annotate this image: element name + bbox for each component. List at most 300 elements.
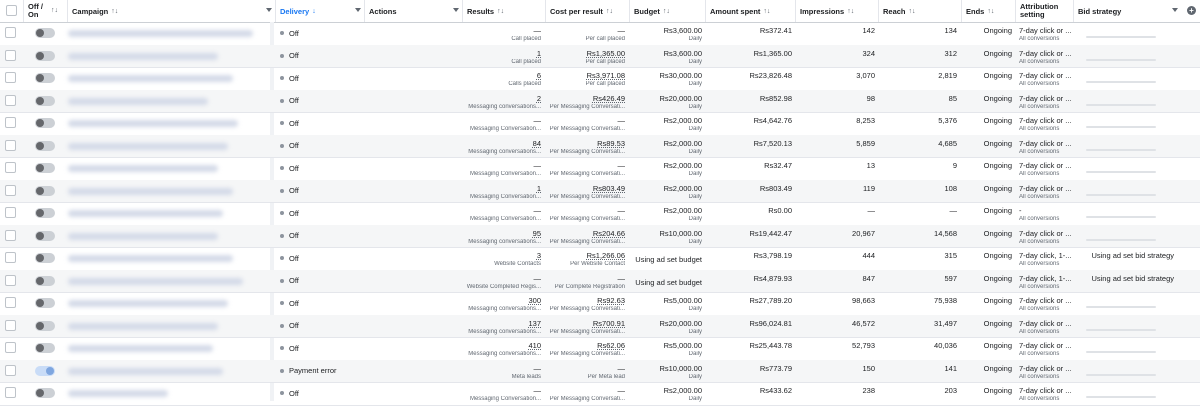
results-value: 6 [536,71,541,80]
delivery-status [280,360,337,382]
sort-icon: ↑↓ [908,7,916,15]
campaign-toggle[interactable] [35,321,55,331]
header-attribution[interactable] [1016,0,1074,22]
row-checkbox[interactable] [5,275,16,286]
header-attribution-label: Attribution setting [1020,2,1059,19]
campaign-toggle[interactable] [35,96,55,106]
budget-type: Daily [688,36,702,42]
results-value: — [533,206,541,215]
budget-type: Daily [688,193,702,200]
results-label: Messaging conversations... [468,306,541,312]
results-label: Messaging Conversation... [469,171,541,177]
row-checkbox[interactable] [5,365,16,376]
ends-value: Ongoing [983,386,1012,395]
header-budget-label: Budget [634,6,660,16]
attribution-label: All conversions [1019,148,1060,155]
bid-strategy-placeholder [1086,306,1156,308]
toggle-knob [36,52,44,60]
table-row[interactable] [0,90,1200,114]
table-row[interactable] [0,225,1200,249]
results-label: Messaging Conversation... [469,396,541,402]
reach-value: 31,497 [934,318,957,328]
toggle-knob [36,389,44,397]
amount-spent-value: Rs433.62 [759,386,792,395]
amount-spent-value: Rs3,798.19 [753,251,792,260]
cost-per-result-value: — [617,363,625,373]
results-label: Call placed [511,58,541,65]
budget-type: Daily [688,81,702,87]
header-toggle-label: Off / On [28,2,43,19]
attribution-label: All conversions [1019,58,1060,65]
row-checkbox[interactable] [5,27,16,38]
table-row[interactable] [0,22,1200,46]
attribution-label: All conversions [1019,36,1060,42]
header-bid-strategy-label: Bid strategy [1078,6,1122,16]
status-dot-icon [280,144,284,148]
header-delivery-label: Delivery [280,6,310,16]
attribution-value: 7-day click or ... [1019,161,1072,170]
campaign-name-blurred[interactable] [68,53,218,60]
row-checkbox[interactable] [5,252,16,263]
impressions-value: 324 [862,48,875,58]
status-dot-icon [280,256,284,260]
reach-value: 85 [948,93,957,103]
bid-strategy-placeholder [1086,171,1156,173]
header-reach[interactable] [879,0,962,22]
budget-value[interactable]: Rs5,000.00 [663,296,702,305]
campaign-toggle[interactable] [35,118,55,128]
results-label: Call placed [511,36,541,42]
impressions-value: 150 [862,363,875,373]
ends-value: Ongoing [983,71,1012,80]
results-value: — [533,363,541,373]
cost-per-result-label: Per call placed [585,58,625,65]
amount-spent-value: Rs7,520.13 [753,138,792,148]
budget-type: Daily [688,328,702,335]
budget-type: Daily [688,126,702,132]
add-column-icon[interactable]: + [1187,6,1196,15]
amount-spent-value: Rs4,642.76 [753,116,792,125]
sort-icon: ↑↓ [662,7,670,15]
ends-value: Ongoing [983,273,1012,283]
attribution-label: All conversions [1019,351,1060,357]
header-campaign[interactable] [68,0,276,22]
reach-value: — [949,206,957,215]
table-row[interactable] [0,45,1200,69]
ends-value: Ongoing [983,161,1012,170]
campaign-name-blurred[interactable] [68,390,168,397]
sort-icon: ↑↓ [111,7,119,15]
budget-value[interactable]: Rs2,000.00 [663,116,702,125]
attribution-value: 7-day click or ... [1019,93,1072,103]
cost-per-result-value: Rs89.53 [597,138,625,148]
delivery-text: Off [289,28,299,38]
campaign-toggle[interactable] [35,186,55,196]
row-checkbox[interactable] [5,387,16,398]
row-checkbox[interactable] [5,50,16,61]
impressions-value: 98,663 [852,296,875,305]
results-label: Messaging conversations... [468,148,541,155]
attribution-label: All conversions [1019,238,1060,245]
budget-value[interactable]: Rs10,000.00 [659,363,702,373]
budget-value[interactable]: Rs20,000.00 [659,318,702,328]
budget-type: Daily [688,351,702,357]
delivery-text: Off [289,51,299,60]
campaign-toggle[interactable] [35,141,55,151]
ends-value: Ongoing [983,363,1012,373]
impressions-value: — [867,206,875,215]
cost-per-result-label: Per Website Contact [570,261,625,267]
campaign-toggle[interactable] [35,73,55,83]
table-row[interactable] [0,247,1200,271]
amount-spent-value: Rs25,443.78 [749,341,792,350]
campaign-toggle[interactable] [35,253,55,263]
results-value: 300 [528,296,541,305]
campaign-name-blurred[interactable] [68,278,243,285]
campaign-name-blurred[interactable] [68,255,233,262]
sort-icon: ↑↓ [987,7,995,15]
chevron-down-icon[interactable] [266,8,272,12]
results-value: 3 [536,251,541,260]
cost-per-result-value: Rs3,971.08 [586,71,625,80]
header-toggle[interactable] [24,0,68,22]
campaign-toggle[interactable] [35,208,55,218]
campaign-toggle[interactable] [35,163,55,173]
campaign-name-blurred[interactable] [68,345,213,352]
amount-spent-value: Rs4,879.93 [753,273,792,283]
delivery-status [280,22,299,44]
campaign-toggle[interactable] [35,51,55,61]
status-dot-icon [280,391,284,395]
table-row[interactable] [0,112,1200,136]
select-all-checkbox[interactable] [6,5,17,16]
cost-per-result-value: Rs426.49 [592,93,625,103]
campaign-name-blurred[interactable] [68,210,223,217]
bid-strategy-value: Using ad set bid strategy [1091,251,1174,260]
table-row[interactable] [0,135,1200,159]
delivery-status [280,45,299,67]
impressions-value: 119 [863,183,875,193]
budget-value[interactable]: Using ad set budget [635,255,702,264]
header-cost-per-result[interactable] [546,0,630,22]
status-dot-icon [280,279,284,283]
row-checkbox[interactable] [5,320,16,331]
budget-type: Daily [688,103,702,110]
campaign-toggle[interactable] [35,276,55,286]
attribution-value: 7-day click or ... [1019,71,1072,80]
table-row[interactable] [0,157,1200,181]
ends-value: Ongoing [983,296,1012,305]
cost-per-result-label: Per call placed [585,81,625,87]
budget-value[interactable]: Rs3,600.00 [663,48,702,58]
toggle-knob [36,299,44,307]
budget-value[interactable]: Rs2,000.00 [663,161,702,170]
campaign-name-blurred[interactable] [68,75,233,82]
budget-value[interactable]: Rs20,000.00 [659,93,702,103]
budget-value[interactable]: Using ad set budget [635,277,702,287]
campaign-name-blurred[interactable] [68,30,253,37]
budget-value[interactable]: Rs10,000.00 [659,228,702,238]
reach-value: 312 [944,48,957,58]
cost-per-result-value: Rs700.91 [592,318,625,328]
toggle-knob [36,187,44,195]
toggle-knob [36,209,44,217]
cost-per-result-label: Per Messaging Conversati... [549,148,625,155]
row-checkbox[interactable] [5,342,16,353]
delivery-status [280,247,299,269]
attribution-label: All conversions [1019,283,1060,290]
cost-per-result-label: Per Messaging Conversati... [549,328,625,335]
status-dot-icon [280,346,284,350]
header-cost-per-result-label: Cost per result [550,6,603,16]
header-results[interactable] [463,0,546,22]
ends-value: Ongoing [983,341,1012,350]
delivery-status [280,225,299,247]
campaign-toggle[interactable] [35,28,55,38]
toggle-knob [36,29,44,37]
attribution-value: 7-day click, 1-... [1019,273,1072,283]
toggle-knob [36,74,44,82]
campaign-name-blurred[interactable] [68,233,218,240]
delivery-text: Off [289,163,299,173]
results-label: Website Contacts [494,261,541,267]
results-value: 410 [528,341,541,350]
budget-value[interactable]: Rs2,000.00 [663,183,702,193]
reach-value: 4,685 [938,138,957,148]
cost-per-result-label: Per Messaging Conversati... [549,171,625,177]
attribution-value: 7-day click or ... [1019,341,1072,350]
campaign-name-blurred[interactable] [68,368,223,375]
bid-strategy-placeholder [1086,81,1156,83]
delivery-text: Off [289,276,299,285]
table-row[interactable] [0,67,1200,91]
budget-value[interactable]: Rs2,000.00 [663,206,702,215]
campaign-toggle[interactable] [35,343,55,353]
delivery-text: Off [289,118,299,128]
header-budget[interactable] [630,0,706,22]
campaign-name-blurred[interactable] [68,98,208,105]
amount-spent-value: Rs32.47 [764,161,792,170]
budget-value[interactable]: Rs5,000.00 [663,341,702,350]
ends-value: Ongoing [983,116,1012,125]
results-label: Messaging conversations... [468,238,541,245]
campaign-name-blurred[interactable] [68,143,228,150]
delivery-status [280,157,299,179]
header-amount-spent-label: Amount spent [710,6,761,16]
campaign-toggle[interactable] [35,298,55,308]
campaign-toggle[interactable] [35,231,55,241]
header-results-label: Results [467,6,495,16]
results-value: 2 [536,93,541,103]
campaign-name-blurred[interactable] [68,188,233,195]
delivery-text: Off [289,231,299,240]
delivery-status [280,270,299,292]
status-dot-icon [280,189,284,193]
attribution-value: 7-day click or ... [1019,386,1072,395]
impressions-value: 3,070 [856,71,875,80]
budget-type: Daily [688,171,702,177]
budget-value[interactable]: Rs2,000.00 [663,386,702,395]
amount-spent-value: Rs852.98 [759,93,792,103]
bid-strategy-placeholder [1086,374,1156,376]
cost-per-result-value: — [617,206,625,215]
ends-value: Ongoing [983,138,1012,148]
table-row[interactable] [0,315,1200,339]
attribution-label: All conversions [1019,126,1060,132]
cost-per-result-value: Rs62.06 [597,341,625,350]
header-actions[interactable] [365,0,463,22]
results-label: Messaging Conversation... [469,193,541,200]
row-checkbox[interactable] [5,297,16,308]
row-checkbox[interactable] [5,140,16,151]
reach-value: 5,376 [938,116,957,125]
row-checkbox[interactable] [5,162,16,173]
bid-strategy-placeholder [1086,104,1156,106]
toggle-knob [36,344,44,352]
toggle-knob [36,119,44,127]
cost-per-result-value: — [617,161,625,170]
chevron-down-icon[interactable] [453,8,459,12]
table-row[interactable] [0,202,1200,226]
budget-type: Daily [688,216,702,222]
reach-value: 40,036 [934,341,957,350]
chevron-down-icon[interactable] [355,8,361,12]
cost-per-result-label: Per Messaging Conversati... [549,126,625,132]
cost-per-result-label: Per Meta lead [587,373,625,380]
header-amount-spent[interactable] [706,0,796,22]
attribution-label: All conversions [1019,216,1060,222]
results-value: — [533,386,541,395]
ends-value: Ongoing [983,251,1012,260]
delivery-status [280,112,299,134]
table-row[interactable] [0,292,1200,316]
attribution-label: All conversions [1019,373,1060,380]
sort-icon: ↑↓ [763,7,771,15]
ends-value: Ongoing [983,93,1012,103]
attribution-value: 7-day click, 1-... [1019,251,1072,260]
attribution-value: 7-day click or ... [1019,296,1072,305]
results-value: — [533,26,541,35]
budget-value[interactable]: Rs2,000.00 [663,138,702,148]
campaign-toggle[interactable] [35,388,55,398]
results-value: — [533,161,541,170]
impressions-value: 238 [862,386,875,395]
attribution-label: All conversions [1019,103,1060,110]
results-label: Meta leads [511,373,541,380]
header-impressions[interactable] [796,0,879,22]
budget-value[interactable]: Rs30,000.00 [659,71,702,80]
table-row[interactable] [0,337,1200,361]
reach-value: 14,568 [934,228,957,238]
row-checkbox[interactable] [5,230,16,241]
header-reach-label: Reach [883,6,906,16]
row-checkbox[interactable] [5,95,16,106]
bid-strategy-placeholder [1086,59,1156,61]
amount-spent-value: Rs23,826.48 [749,71,792,80]
table-row[interactable] [0,180,1200,204]
attribution-value: 7-day click or ... [1019,116,1072,125]
campaign-toggle[interactable] [35,366,55,376]
header-actions-label: Actions [369,6,397,16]
attribution-value: 7-day click or ... [1019,26,1072,35]
header-delivery[interactable] [276,0,365,22]
delivery-status [280,202,299,224]
header-bid-strategy[interactable] [1074,0,1200,22]
attribution-label: All conversions [1019,261,1060,267]
budget-type: Daily [688,396,702,402]
row-checkbox[interactable] [5,117,16,128]
reach-value: 9 [952,161,957,170]
attribution-label: All conversions [1019,81,1060,87]
chevron-down-icon[interactable] [1172,8,1178,12]
bid-strategy-placeholder [1086,216,1156,218]
campaign-name-blurred[interactable] [68,300,228,307]
amount-spent-value: Rs1,365.00 [753,48,792,58]
delivery-status [280,315,299,337]
results-label: Messaging conversations... [468,103,541,110]
cost-per-result-value: Rs803.49 [592,183,625,193]
delivery-text: Off [289,186,299,195]
results-value: 1 [536,183,541,193]
toggle-knob [36,164,44,172]
attribution-value: 7-day click or ... [1019,363,1072,373]
amount-spent-value: Rs96,024.81 [749,318,792,328]
results-value: 137 [528,318,541,328]
bid-strategy-placeholder [1086,36,1156,38]
bid-strategy-placeholder [1086,126,1156,128]
cost-per-result-value: — [617,386,625,395]
bid-strategy-placeholder [1086,329,1156,331]
status-dot-icon [280,234,284,238]
cost-per-result-label: Per Messaging Conversati... [549,216,625,222]
attribution-label: All conversions [1019,306,1060,312]
bid-strategy-placeholder [1086,396,1156,398]
amount-spent-value: Rs372.41 [759,26,792,35]
cost-per-result-label: Per Messaging Conversati... [549,238,625,245]
cost-per-result-value: Rs204.66 [592,228,625,238]
results-label: Messaging Conversation... [469,216,541,222]
attribution-label: All conversions [1019,171,1060,177]
delivery-text: Off [289,343,299,353]
sort-icon: ↑↓ [605,7,613,15]
reach-value: 203 [944,386,957,395]
attribution-label: All conversions [1019,193,1060,200]
amount-spent-value: Rs0.00 [768,206,792,215]
delivery-text: Off [289,96,299,105]
bid-strategy-placeholder [1086,239,1156,241]
amount-spent-value: Rs19,442.47 [749,228,792,238]
sort-icon: ↑↓ [497,7,505,15]
row-checkbox[interactable] [5,207,16,218]
attribution-value: 7-day click or ... [1019,48,1072,58]
cost-per-result-label: Per Messaging Conversati... [549,193,625,200]
campaign-name-blurred[interactable] [68,165,218,172]
bid-strategy-value: Using ad set bid strategy [1091,273,1174,283]
table-row[interactable] [0,360,1200,384]
results-label: Calls placed [508,81,541,87]
campaign-name-blurred[interactable] [68,120,238,127]
row-checkbox[interactable] [5,185,16,196]
row-checkbox[interactable] [5,72,16,83]
table-row[interactable] [0,382,1200,406]
reach-value: 315 [944,251,957,260]
header-ends[interactable] [962,0,1016,22]
campaign-name-blurred[interactable] [68,323,218,330]
budget-value[interactable]: Rs3,600.00 [663,26,702,35]
table-row[interactable] [0,270,1200,294]
delivery-status [280,90,299,112]
cost-per-result-value: — [617,116,625,125]
